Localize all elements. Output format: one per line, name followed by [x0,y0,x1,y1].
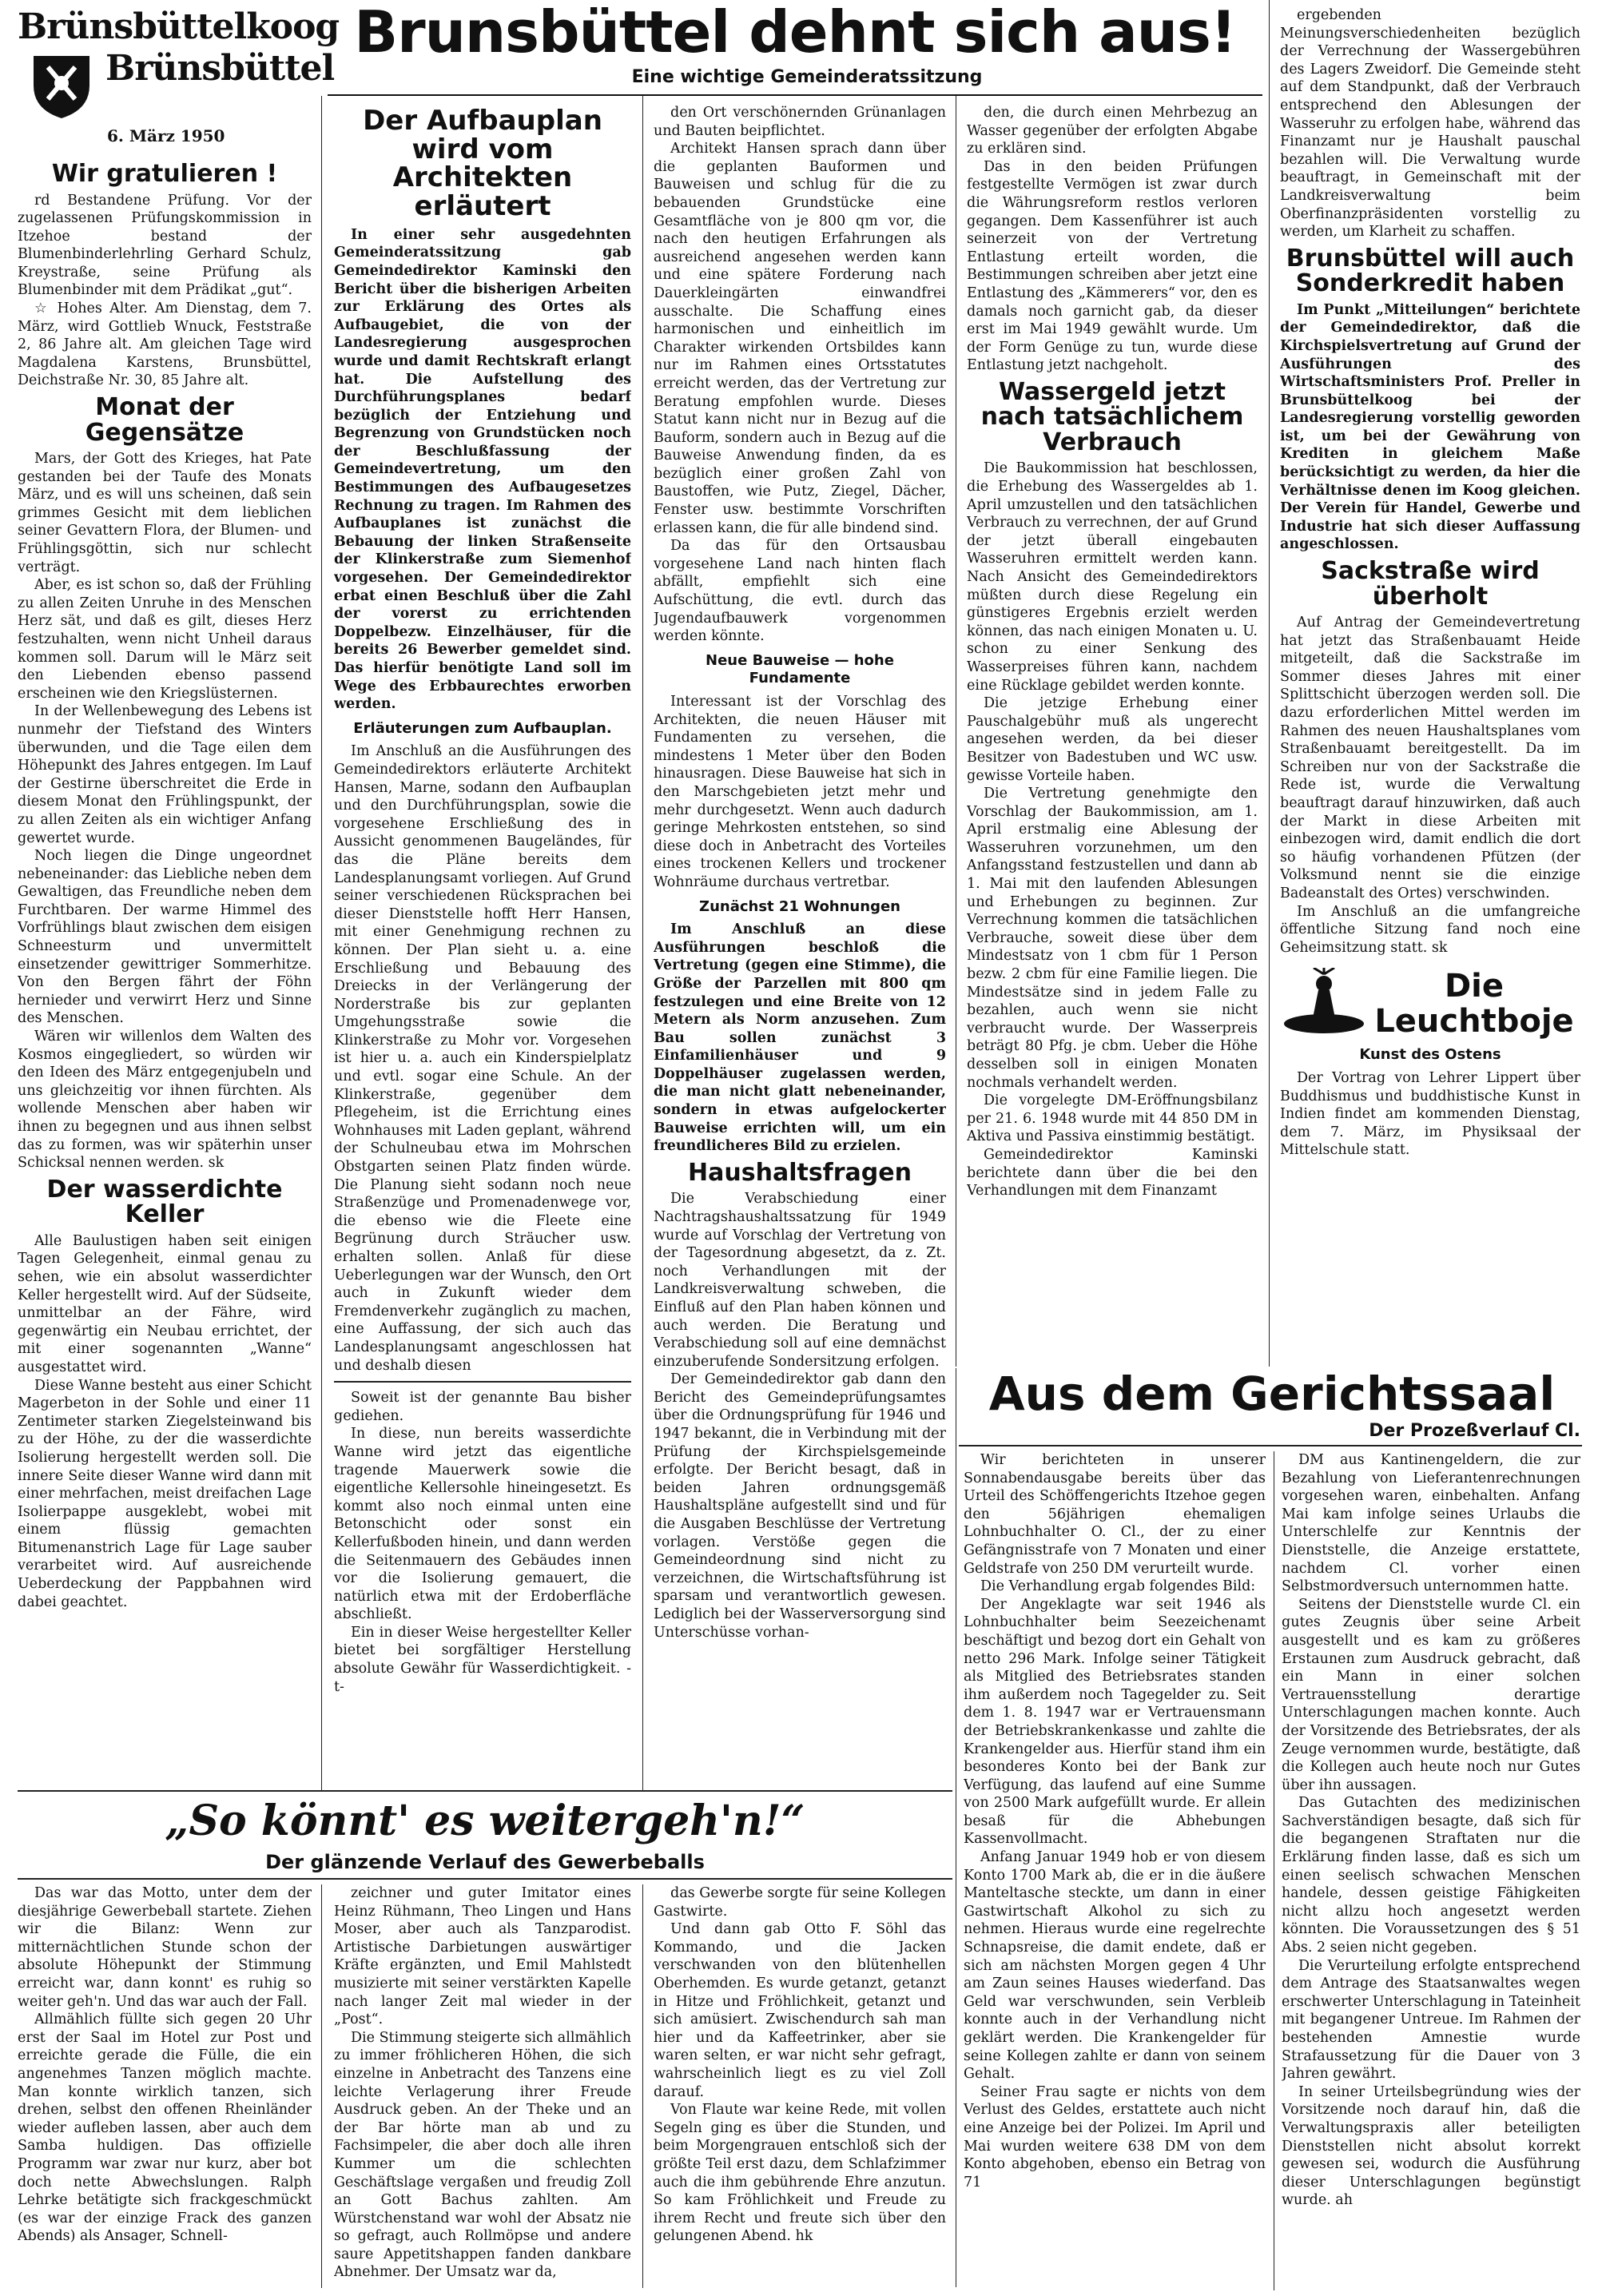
paragraph: In seiner Urteilsbegründung wies der Vorsitzende noch darauf hin, daß die Verwaltungspraxis aller beteiligten Dienststellen nicht absolut korrekt gewesen sei, wodurch die Ausführung dieser Unterschlagungen begünstigt wurde. ah [1282,2083,1580,2209]
paragraph: Interessant ist der Vorschlag des Architekten, die neuen Häuser mit Fundamenten zu versehen, die mindestens 1 Meter über den Boden hinausragen. Diese Bauweise hat sich in den Marschgebieten jetzt mehr und mehr durchgesetzt. Wenn auch dadurch geringe Mehrkosten entstehen, so sind diese doch in Anbetracht des Vorteiles eines trockenen Kellers und trockener Wohnräume durchaus vertretbar. [654,694,946,890]
paragraph: Aber, es ist schon so, daß der Frühling zu allen Zeiten Unruhe in des Menschen Herz sät, und daß es gilt, dieses Herz festzuhalten, wenn nicht Unheil daraus kommen soll. Darum will le März seit den Liebenden ebenso passend erscheinen wie den Kriegslüsternen. [18,577,312,702]
masthead-line-2: Brünsbüttel [105,48,335,89]
paragraph: Noch liegen die Dinge ungeordnet nebeneinander: das Liebliche neben dem Gewaltigen, das Freundliche neben dem Furchtbaren. Der warme Himmel des Vorfrühlings blaut zwischen dem eisigen Schneesturm und unvermittelt einsetzender gewittriger Sommerhitze. Von den Bergen fährt der Föhn hernieder und verwirrt Herz und Sinne des Menschen. [18,848,312,1027]
coat-of-arms-icon [26,50,97,121]
paragraph: ergebenden Meinungsverschiedenheiten bezüglich der Verrechnung der Wassergebühren des Lagers Zweidorf. Die Gemeinde steht auf dem Standpunkt, daß der Verbrauch entsprechend den Ablesungen der Wasseruhr zu erfolgen habe, während das Finanzamt nur je Haushalt pauschal bezahlen will. Die Verwaltung wurde beauftragt, in Gemeinschaft mit der Landkreisverwaltung beim Oberfinanzpräsidenten vorstellig zu werden, um Klarheit zu schaffen. [1280,7,1580,241]
paragraph: Die vorgelegte DM-Eröffnungsbilanz per 21. 6. 1948 wurde mit 44 850 DM in Aktiva und Passiva einstimmig bestätigt. [967,1092,1258,1145]
paragraph: Soweit ist der genannte Bau bisher gediehen. [334,1390,631,1424]
masthead-line-1: Brünsbüttelkoog [18,6,340,47]
paragraph: den Ort verschönernden Grünanlagen und Bauten beipflichtet. [654,105,946,139]
subheading-gewerbeball: Der glänzende Verlauf des Gewerbeballs [265,1851,705,1873]
paragraph: das Gewerbe sorgte für seine Kollegen Gastwirte. [654,1885,946,1920]
paragraph: Das Gutachten des medizinischen Sachverständigen besagte, daß sich für die begangenen Straftaten nur die Erklärung finden lasse, daß es sich um einen seelisch schwachen Menschen handele, dessen geistige Fähigkeiten nicht allzu hoch angesetzt werden könnten. Die Voraussetzungen des § 51 Abs. 2 seien nicht gegeben. [1282,1795,1580,1956]
paragraph: rd Bestandene Prüfung. Vor der zugelassenen Prüfungskommission in Itzehoe bestand der Blumenbinderlehrling Gerhard Schulz, Kreystraße, seine Prüfung als Blumenbinder mit dem Prädikat „gut“. [18,192,312,299]
paragraph: Seitens der Dienststelle wurde Cl. ein gutes Zeugnis über seine Arbeit ausgestellt und es kam zu größeres Erstaunen zum Ausdruck gebracht, daß ein Mann in einer solchen Vertrauensstellung derartige Unterschlagungen machen konnte. Auch der Vorsitzende des Betriebsrates, der als Zeuge vernommen wurde, bestätigte, daß die Kollegen auch heute noch nur Gutes über ihn aussagen. [1282,1596,1580,1793]
paragraph: Die Verurteilung erfolgte entsprechend dem Antrage des Staatsanwaltes wegen erschwerter Unterschlagung in Tateinheit mit begangener Untreue. Im Rahmen der bestehenden Amnestie wurde Strafaussetzung für die Dauer von 3 Jahren gewährt. [1282,1957,1580,2083]
paragraph: DM aus Kantinengeldern, die zur Bezahlung von Lieferantenrechnungen vorgesehen waren, einbehalten. Anfang Mai kam infolge seines Urlaubs die Unterschlelfe zur Kenntnis der Dienststelle, die Anzeige erstattete, nachdem Cl. vorher einen Selbstmordversuch unternommen hatte. [1282,1452,1580,1595]
ball-column-3 [654,1884,946,2288]
paragraph: Gemeindedirektor Kaminski berichtete dann über die bei den Verhandlungen mit dem Finanzamt [967,1146,1258,1200]
paragraph: Im Anschluß an die umfangreiche öffentliche Sitzung fand noch eine Geheimsitzung statt. sk [1280,903,1580,956]
paragraph: Im Anschluß an diese Ausführungen beschloß die Vertretung (gegen eine Stimme), die Größe der Parzellen mit 800 qm festzulegen und eine Breite von 12 Metern als Norm anzusehen. Zum Bau sollen zunächst 3 Einfamilienhäuser und 9 Doppelhäuser zugelassen werden, die man nicht glatt nebeneinander, sondern in etwas aufgelockerter Bauweise errichten will, um ein freundlicheres Bild zu erzielen. [654,921,946,1155]
paragraph: Architekt Hansen sprach dann über die geplanten Bauformen und Bauweisen und schlug für die zu bebauenden Grundstücke eine Gesamtfläche von je 800 qm vor, die nach den heutigen Erfahrungen als ausreichend angesehen werden kann und eine spätere Forderung nach Dauerkleingärten einwandfrei ausschalte. Die Schaffung eines harmonischen und einheitlich im Charakter wirkenden Ortsbildes kann nur im Rahmen eines Ortsstatutes erreicht werden, das der Vertretung zur Beratung empfohlen wurde. Dieses Statut kann nicht nur in Bezug auf die Bauform, sondern auch in Bezug auf die Bauweise Anwendung finden, da es bezüglich einer großen Zahl von Baustoffen, wie Putz, Ziegel, Dächer, Fenster usw. bestimmte Vorschriften erlassen kann, die für alle bindend sind. [654,141,946,536]
paragraph: den, die durch einen Mehrbezug an Wasser gegenüber der erfolgten Abgabe zu erklären sind. [967,105,1258,157]
main-kicker: Eine wichtige Gemeinderatssitzung [631,67,983,87]
paragraph: Die jetzige Erhebung einer Pauschalgebühr muß als ungerecht angesehen werden, da bei dieser Besitzer von Badestuben und WC usw. gewisse Vorteile haben. [967,695,1258,784]
masthead [18,6,340,147]
paragraph: zeichner und guter Imitator eines Heinz Rühmann, Theo Lingen und Hans Moser, aber auch als Tanzparodist. Artistische Darbietungen auswärtiger Kräfte ergänzten, und Emil Mahlstedt musizierte mit seiner verstärkten Kapelle nach langer Zeit mal wieder in der „Post“. [334,1885,631,2028]
paragraph: In der Wellenbewegung des Lebens ist nunmehr der Tiefstand des Winters überwunden, und die Tage eilen dem Höhepunkt des Jahres entgegen. Im Lauf der Gestirne überschreitet die Erde in diesem Monat den Frühlingspunkt, der zu allen Zeiten als ein wichtiger Anfang gewertet wurde. [18,703,312,846]
subheading: Erläuterungen zum Aufbauplan. [353,719,612,737]
section-rule [18,1878,952,1880]
column-2 [334,102,631,1789]
headline-rule [328,94,1262,96]
column-divider [642,1884,643,2288]
heading-leuchtboje: Die Leuchtboje [1374,968,1574,1041]
paragraph: Wären wir willenlos dem Walten des Kosmos eingegliedert, so würden wir den Ideen des März entgegenjubeln und uns gleichzeitig vor ihnen fürchten. Als wollende Menschen aber haben wir ihnen zu begegnen und aus ihnen selbst das zu formen, was wir späterhin unser Schicksal nennen werden. sk [18,1029,312,1172]
lead-paragraph: In einer sehr ausgedehnten Gemeinderatssitzung gab Gemeindedirektor Kaminski den Bericht über die bisherigen Arbeiten zur Erklärung des Ortes als Aufbaugebiet, die von der Landesregierung ausgesprochen wurde und damit Rechtskraft erlangt hat. Die Aufstellung des Durchführungsplanes bedarf bezüglich der Entziehung und Begrenzung von Grundstücken noch der Beschlußfassung der Gemeindevertretung, um den Bestimmungen des Aufbaugesetzes Rechnung zu tragen. Im Rahmen des Aufbauplanes ist zunächst die Bebauung der linken Straßenseite der Klinkerstraße zum Siemenhof vorgesehen. Der Gemeindedirektor erbat einen Beschluß über die Zahl der vorerst zu errichtenden Doppelbezw. Einzelhäuser, für die bereits 26 Bewerber gemeldet sind. Das hierfür benötigte Land soll im Wege des Erbbaurechtes erworben werden. [334,226,631,713]
subheading-prozess: Der Prozeßverlauf Cl. [1369,1421,1580,1441]
heading-haushalt: Haushaltsfragen [688,1158,912,1187]
paragraph: Alle Baulustigen haben seit einigen Tagen Gelegenheit, einmal genau zu sehen, wie ein absolut wasserdichter Keller hergestellt wird. Auf der Südseite, unmittelbar an der Fähre, wird gegenwärtig ein Neubau errichtet, der mit einer sogenannten „Wanne“ ausgestattet wird. [18,1232,312,1375]
paragraph: ☆ Hohes Alter. Am Dienstag, dem 7. März, wird Gottlieb Wnuck, Feststraße 2, 86 Jahre alt. Am gleichen Tage wird Magdalena Karstens, Brunsbüttel, Deichstraße Nr. 30, 85 Jahre alt. [18,300,312,389]
paragraph: Das war das Motto, unter dem der diesjährige Gewerbeball startete. Ziehen wir die Bilanz: Wenn zur mitternächtlichen Stunde schon der absolute Höhepunkt der Stimmung erreicht war, dann konnt' es ruhig so weiter geh'n. Und das war auch der Fall. [18,1885,312,2010]
heading-gewerbeball: „So könnt' es weitergeh'n!“ [165,1797,805,1845]
paragraph: Im Anschluß an die Ausführungen des Gemeindedirektors erläuterte Architekt Hansen, Marne, sodann den Aufbauplan und den Durchführungsplan, sowie die vorgesehene Erschließung des in Aussicht genommenen Baugeländes, für das die Pläne bereits dem Landesplanungsamt vorliegen. Auf Grund seiner verschiedenen Rücksprachen bei dieser Dienststelle hofft Herr Hansen, mit einer Genehmigung rechnen zu können. Der Plan sieht u. a. eine Erschließung und Bebauung des Dreiecks in der Verlängerung der Norderstraße bis zur geplanten Umgehungsstraße sowie die Klinkerstraße zu Mohr vor. Vorgesehen ist hier u. a. auch ein Kinderspielplatz und evtl. sogar eine Schule. An der Klinkerstraße, gegenüber dem Pflegeheim, ist die Errichtung eines Wohnhauses mit Laden geplant, während der Schulneubau etwa im Mohrschen Obstgarten seinen Platz finden würde. Die Planung sieht sodann noch neue Straßenzüge und Promenadenwege vor, die ebenso wie die Fleete eine Begrünung durch Sträucher usw. erhalten sollen. Anlaß für diese Ueberlegungen war der Wunsch, den Ort auch in Zukunft wieder dem Fremdenverkehr zugänglich zu machen, eine Auffassung, der sich auch das Landesplanungsamt angeschlossen hat und deshalb diesen [334,743,631,1374]
paragraph: Anfang Januar 1949 hob er von diesem Konto 1700 Mark ab, die er in die äußere Manteltasche steckte, um dann in einer Gastwirtschaft Alkohol zu sich zu nehmen. Hieraus wurde eine regelrechte Schnapsreise, die damit endete, daß er sich am nächsten Morgen gegen 4 Uhr am Zaun seines Hauses wiederfand. Das Geld war verschwunden, sein Verbleib konnte auch in der Verhandlung nicht geklärt werden. Die Krankengelder für seine Kollegen zahlte er dann von seinem Gehalt. [964,1849,1266,2083]
paragraph: In diese, nun bereits wasserdichte Wanne wird jetzt das eigentliche tragende Mauerwerk sowie die eigentliche Kellersohle hineingesetzt. Es kommt also noch einmal unten eine Betonschicht oder sonst ein Kellerfußboden hinein, und dann werden die Seitenmauern des Gebäudes innen vor die Isolierung gemauert, die natürlich etwa mit der Erdoberfläche abschließt. [334,1426,631,1623]
paragraph: Der Gemeindedirektor gab dann den Bericht des Gemeindeprüfungsamtes über die Ordnungsprüfung für 1946 und 1947 bekannt, die in Verbindung mit der Prüfung der Kirchspielsgemeinde erfolgte. Der Bericht besagt, daß in beiden Jahren ordnungsgemäß Haushaltspläne aufgestellt sind und für die Ausgaben Beschlüsse der Vertretung vorlagen. Verstöße gegen die Gemeindeordnung sind nicht zu verzeichnen, die Wirtschaftsführung ist sparsam und verantwortlich gewesen. Lediglich bei der Wasserversorgung sind Unterschüsse vorhan- [654,1371,946,1641]
paragraph: Wir berichteten in unserer Sonnabendausgabe bereits über das Urteil des Schöffengerichts Itzehoe gegen den 56jährigen ehemaligen Lohnbuchhalter O. Cl., der zu einer Gefängnisstrafe von 7 Monaten und einer Geldstrafe von 250 DM verurteilt wurde. [964,1452,1266,1577]
column-divider [321,96,322,1790]
heading-keller: Der wasserdichte Keller [46,1175,283,1229]
heading-gratulieren: Wir gratulieren ! [51,160,278,188]
paragraph: Auf Antrag der Gemeindevertretung hat jetzt das Straßenbauamt Heide mitgeteilt, daß die Sackstraße im Sommer dieses Jahres mit einer Splittschicht überzogen werden soll. Die dazu erforderlichen Mittel werden im Rahmen des neuen Haushaltsplanes vom Straßenbauamt bereitgestellt. Da im Schreiben nur von der Sackstraße die Rede ist, wurde die Verwaltung beauftragt darauf hinzuwirken, daß auch der Markt in diese Arbeiten mit einbezogen wird, damit endlich die dort so häufig vorhandenen Pfützen (der Volksmund nennt sie die einzige Badeanstalt des Ortes) verschwinden. [1280,615,1580,901]
gericht-column-1 [964,1451,1266,2290]
ball-column-1 [18,1884,312,2288]
buoy-icon [1280,968,1368,1040]
column-4 [967,104,1258,1359]
heading-gerichtssaal: Aus dem Gerichtssaal [988,1367,1556,1421]
heading-sonderkredit: Brunsbüttel will auch Sonderkredit haben [1286,244,1575,298]
column-divider [1269,0,1270,1367]
paragraph: Die Verhandlung ergab folgendes Bild: [980,1578,1256,1595]
paragraph: Der Angeklagte war seit 1946 als Lohnbuchhalter beim Seezeichenamt beschäftigt und bezog dort ein Gehalt von netto 296 Mark. Infolge seiner Tätigkeit als Mitglied des Betriebsrates standen ihm außerdem noch Tagegelder zu. Seit dem 1. 8. 1947 war er Vertrauensmann der Betriebskrankenkasse und zahlte die Krankengelder aus. Hierfür stand ihm ein besonderes Konto bei der Bank zur Verfügung, das laufend auf eine Summe von 2500 Mark aufgefüllt wurde. Er allein besaß für die Abhebungen Kassenvollmacht. [964,1596,1266,1848]
column-divider [642,96,643,1790]
paragraph: Seiner Frau sagte er nichts von dem Verlust des Geldes, erstattete auch nicht eine Anzeige bei der Polizei. Im April und Mai wurden weitere 638 DM von dem Konto abgehoben, ebenso ein Betrag von 71 [964,2083,1266,2191]
heading-aufbauplan: Der Aufbauplan wird vom Architekten erläutert [363,105,602,223]
heading-monat: Monat der Gegensätze [85,393,244,447]
section-rule [334,1381,631,1383]
heading-sackstrasse: Sackstraße wird überholt [1321,557,1540,611]
column-3 [654,104,946,1789]
paragraph: Die Stimmung steigerte sich allmählich zu immer fröhlicheren Höhen, die sich einzelne in Anbetracht des Tanzens eine leichte Verlagerung ihrer Freude Ausdruck geben. An der Theke und an der Bar hörte man ab und zu Fachsimpeler, die aber doch alle ihren Kummer um die schlechten Geschäftslage vergaßen und freudig Zoll an Gott Bachus zahlten. Am Würstchenstand war wohl der Absatz nie so gefragt, auch Rollmöpse und andere saure Appetitshappen fanden dankbare Abnehmer. Der Umsatz war da, [334,2029,631,2281]
main-headline: Brunsbüttel dehnt sich aus! [354,0,1236,66]
column-1 [18,157,312,1787]
paragraph: Diese Wanne besteht aus einer Schicht Magerbeton in der Sohle und einer 11 Zentimeter starken Ziegelsteinwand bis zu der Höhe, zu der die wasserdichte Isolierung hergestellt werden soll. Die innere Seite dieser Wanne wird dann mit einer mehrfachen, meist dreifachen Lage Isolierpappe ausgeklebt, wobei mit einem flüssig gemachten Bitumenanstrich Lage für Lage sauber verarbeitet wird. Auf ausreichende Ueberdeckung der Pappbahnen wird dabei geachtet. [18,1377,312,1610]
subheading: Neue Bauweise — hohe Fundamente [706,651,894,687]
paragraph: Die Verabschiedung einer Nachtragshaushaltssatzung für 1949 wurde auf Vorschlag der Vertretung von der Tagesordnung abgesetzt, da z. Zt. noch Verhandlungen mit der Landkreisverwaltung schweben, die Einfluß auf den Plan haben können und auch werden. Die Beratung und Verabschiedung soll auf eine demnächst einzuberufende Sondersitzung erfolgen. [654,1191,946,1370]
ball-column-2 [334,1884,631,2288]
heading-wassergeld: Wassergeld jetzt nach tatsächlichem Verbrauch [980,377,1244,456]
paragraph: Die Vertretung genehmigte den Vorschlag der Baukommission, am 1. April erstmalig eine Ablesung der Wasseruhren vorzunehmen, um den Anfangsstand festzustellen und dann ab 1. Mai mit den laufenden Ablesungen und Erhebungen zu beginnen. Zur Verrechnung kommen die tatsächlichen Verbrauche, soweit diese über dem Mindestsatz von 1 cbm für 1 Person bezw. 2 cbm für eine Familie liegen. Die Mindestsätze sind in jedem Falle zu bezahlen, auch wenn sie nicht verbraucht wurde. Der Wasserpreis beträgt 80 Pfg. je cbm. Ueber die Höhe desselben soll in einigen Monaten nochmals verhandelt werden. [967,786,1258,1091]
paragraph: Mars, der Gott des Krieges, hat Pate gestanden bei der Taufe des Monats März, und es will uns scheinen, daß sein grimmes Gesicht mit dem lieblichen seiner Gevattern Flora, der Blumen- und Frühlingsgöttin, sich nur schlecht verträgt. [18,451,312,575]
paragraph: Im Punkt „Mitteilungen“ berichtete der Gemeindedirektor, daß die Kirchspielsvertretung auf Grund der Ausführungen des Wirtschaftsministers Prof. Preller in Brunsbüttelkoog bei der Landesregierung vorstellig geworden ist, um bei der Gewährung von Krediten in gleichem Maße berücksichtigt zu werden, da hier die Verhältnisse denen im Koog gleichen. Der Verein für Handel, Gewerbe und Industrie hat sich dieser Auffassung angeschlossen. [1280,301,1580,553]
column-divider [321,1884,322,2288]
leuchtboje-box [1280,968,1580,1040]
paragraph: Da das für den Ortsausbau vorgesehene Land nach hinten flach abfällt, empfiehlt sich eine Aufschüttung, die evtl. durch das Jugendaufbauwerk vorgenommen werden könnte. [654,538,946,645]
paragraph: Der Vortrag von Lehrer Lippert über Buddhismus und buddhistische Kunst in Indien findet am kommenden Dienstag, dem 7. März, im Physiksaal der Mittelschule statt. [1280,1069,1580,1159]
section-rule [959,1445,1582,1446]
paragraph: Und dann gab Otto F. Söhl das Kommando, und die Jacken verschwanden von den blütenhellen Oberhemden. Es wurde getanzt, getanzt in Hitze und Fröhlichkeit, getanzt und sich amüsiert. Zwischendurch sah man hier und da Kaffeetrinker, aber sie waren selten, er war nicht sehr gefragt, wahrscheinlich liegt es zu viel Zoll darauf. [654,1921,946,2100]
paragraph: Das in den beiden Prüfungen festgestellte Vermögen ist zwar durch die Währungsreform restlos verloren gegangen. Dem Kassenführer ist auch seinerzeit von der Vertretung Entlastung erteilt worden, die Bestimmungen schreiben aber jetzt eine Entlastung des „Kämmerers“ vor, den es damals noch garnicht gab, da dieser erst im Mai 1949 gewählt wurde. Um der Form Genüge zu tun, wurde diese Entlastung jetzt nachgeholt. [967,158,1258,374]
paragraph: Allmählich füllte sich gegen 20 Uhr erst der Saal im Hotel zur Post und erreichte gerade die Fülle, die ein angenehmes Tanzen möglich machte. Man konnte wirklich tanzen, sich drehen, selbst den offenen Rheinländer wieder aufleben lassen, aber auch dem Samba huldigen. Das offizielle Programm war zwar nur kurz, aber bot doch nette Abwechslungen. Ralph Lehrke betätigte sich frackgeschmückt (es war der einzige Frack des ganzen Abends) als Ansager, Schnell- [18,2011,312,2245]
paragraph: Von Flaute war keine Rede, mit vollen Segeln ging es über die Stunden, und beim Morgengrauen entschloß sich der größte Teil erst dazu, dem Schlafzimmer auch die ihm gebührende Ehre anzutun. So kam Fröhlichkeit und Freude zu ihrem Recht und freute sich über den gelungenen Abend. hk [654,2102,946,2245]
section-rule [18,1790,952,1792]
paragraph: Die Baukommission hat beschlossen, die Erhebung des Wassergeldes ab 1. April umzustellen und den tatsächlichen Verbrauch zu verrechnen, der auf Grund der jetzt überall eingebauten Wasseruhren ermittelt werden kann. Nach Ansicht des Gemeindedirektors müßten durch diese Regelung ein günstigeres Ergebnis erzielt werden können, das nach einigen Monaten u. U. schon zu einer Senkung des Wasserpreises führen kann, nachdem eine Rücklage gebildet werden konnte. [967,460,1258,694]
issue-date: 6. März 1950 [107,126,225,145]
subheading: Zunächst 21 Wohnungen [699,897,900,915]
subheading: Kunst des Ostens [1359,1046,1501,1064]
gericht-column-2 [1282,1451,1580,2290]
paragraph: Ein in dieser Weise hergestellter Keller bietet bei sorgfältiger Herstellung absolute Gewähr für Wasserdichtigkeit. -t- [334,1624,631,1695]
column-5 [1280,6,1580,1357]
